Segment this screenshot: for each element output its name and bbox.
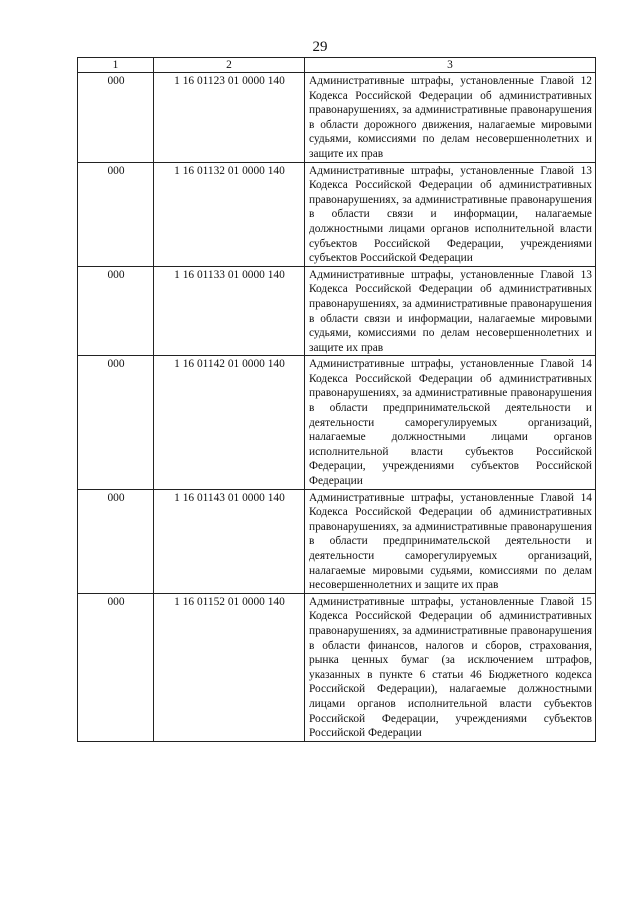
admin-code-cell: 000 (78, 356, 154, 489)
kbk-code-cell: 1 16 01123 01 0000 140 (154, 73, 305, 163)
header-col-3: 3 (305, 58, 596, 73)
table-row (78, 489, 596, 593)
description-cell: Административные штрафы, установленные Главой 12 Кодекса Российской Федерации об административных правонарушениях, за административные правонарушения в области дорожного движения, налагаемые мировыми судьями, комиссиями по делам несовершеннолетних и защите их прав (305, 73, 596, 163)
description-cell: Административные штрафы, установленные Главой 14 Кодекса Российской Федерации об административных правонарушениях, за административные правонарушения в области предпринимательской деятельности и деятельности саморегулируемых организаций, налагаемые должностными лицами органов исполнительной власти субъектов Российской Федерации, учреждениями субъектов Российской Федерации (305, 356, 596, 489)
budget-codes-table (77, 57, 596, 742)
kbk-code-cell: 1 16 01132 01 0000 140 (154, 162, 305, 266)
description-cell: Административные штрафы, установленные Главой 15 Кодекса Российской Федерации об административных правонарушениях, за административные правонарушения в области финансов, налогов и сборов, страхования, рынка ценных бумаг (за исключением штрафов, указанных в пункте 6 статьи 46 Бюджетного кодекса Российской Федерации), налагаемые должностными лицами органов исполнительной власти субъектов Российской Федерации, учреждениями субъектов Российской Федерации (305, 593, 596, 741)
header-row (78, 58, 596, 73)
table-row (78, 73, 596, 163)
table-row (78, 593, 596, 741)
kbk-code-cell: 1 16 01133 01 0000 140 (154, 266, 305, 356)
description-cell: Административные штрафы, установленные Главой 13 Кодекса Российской Федерации об административных правонарушениях, за административные правонарушения в области связи и информации, налагаемые мировыми судьями, комиссиями по делам несовершеннолетних и защите их прав (305, 266, 596, 356)
admin-code-cell: 000 (78, 266, 154, 356)
table-row (78, 162, 596, 266)
admin-code-cell: 000 (78, 162, 154, 266)
admin-code-cell: 000 (78, 593, 154, 741)
kbk-code-cell: 1 16 01143 01 0000 140 (154, 489, 305, 593)
admin-code-cell: 000 (78, 73, 154, 163)
description-cell: Административные штрафы, установленные Главой 14 Кодекса Российской Федерации об административных правонарушениях, за административные правонарушения в области предпринимательской деятельности и деятельности саморегулируемых организаций, налагаемые мировыми судьями, комиссиями по делам несовершеннолетних и защите их прав (305, 489, 596, 593)
header-col-2: 2 (154, 58, 305, 73)
kbk-code-cell: 1 16 01142 01 0000 140 (154, 356, 305, 489)
page-number: 29 (312, 39, 328, 55)
table-row (78, 356, 596, 489)
header-col-1: 1 (78, 58, 154, 73)
description-cell: Административные штрафы, установленные Главой 13 Кодекса Российской Федерации об административных правонарушениях, за административные правонарушения в области связи и информации, налагаемые должностными лицами органов исполнительной власти субъектов Российской Федерации, учреждениями субъектов Российской Федерации (305, 162, 596, 266)
table-row (78, 266, 596, 356)
kbk-code-cell: 1 16 01152 01 0000 140 (154, 593, 305, 741)
admin-code-cell: 000 (78, 489, 154, 593)
